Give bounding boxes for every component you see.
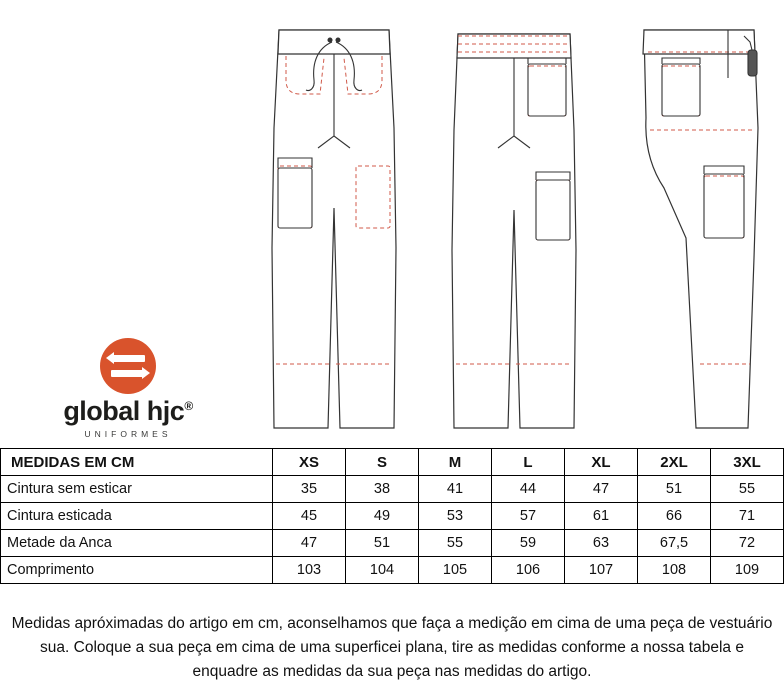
pants-illustrations bbox=[244, 8, 784, 444]
cell-r2-c6: 72 bbox=[711, 530, 784, 557]
cell-r1-c4: 61 bbox=[565, 503, 638, 530]
cell-r3-c6: 109 bbox=[711, 557, 784, 584]
size-header-s: S bbox=[346, 449, 419, 476]
table-row bbox=[1, 530, 784, 557]
pants-side-view bbox=[424, 8, 604, 444]
cell-r1-c1: 49 bbox=[346, 503, 419, 530]
cell-r3-c2: 105 bbox=[419, 557, 492, 584]
cell-r1-c0: 45 bbox=[273, 503, 346, 530]
size-chart-table bbox=[0, 448, 784, 584]
brand-logo bbox=[28, 338, 228, 442]
table-row bbox=[1, 476, 784, 503]
cell-r0-c6: 55 bbox=[711, 476, 784, 503]
cell-r2-c2: 55 bbox=[419, 530, 492, 557]
row-label-comprimento: Comprimento bbox=[1, 557, 273, 584]
size-header-2xl: 2XL bbox=[638, 449, 711, 476]
cell-r3-c4: 107 bbox=[565, 557, 638, 584]
size-header-xs: XS bbox=[273, 449, 346, 476]
pants-front-svg bbox=[244, 8, 424, 444]
cell-r0-c3: 44 bbox=[492, 476, 565, 503]
cell-r3-c3: 106 bbox=[492, 557, 565, 584]
cell-r1-c3: 57 bbox=[492, 503, 565, 530]
cell-r0-c1: 38 bbox=[346, 476, 419, 503]
size-header-3xl: 3XL bbox=[711, 449, 784, 476]
cell-r1-c5: 66 bbox=[638, 503, 711, 530]
pants-side-svg bbox=[424, 8, 604, 444]
cell-r3-c1: 104 bbox=[346, 557, 419, 584]
size-header-m: M bbox=[419, 449, 492, 476]
table-header-row bbox=[1, 449, 784, 476]
size-header-xl: XL bbox=[565, 449, 638, 476]
cell-r1-c6: 71 bbox=[711, 503, 784, 530]
cell-r2-c1: 51 bbox=[346, 530, 419, 557]
pants-back-view bbox=[604, 8, 784, 444]
table-label-header: MEDIDAS EM CM bbox=[1, 449, 273, 476]
cell-r1-c2: 53 bbox=[419, 503, 492, 530]
pants-front-view bbox=[244, 8, 424, 444]
measurement-note: Medidas apróximadas do artigo em cm, aconselhamos que faça a medição em cima de uma peça de vestuário sua. Coloque a sua peça em cima de uma superficei plana, tire as medidas conforme a nossa tabela e enquadre as medidas da sua peça nas medidas do artigo. bbox=[11, 615, 773, 681]
cell-r2-c0: 47 bbox=[273, 530, 346, 557]
registered-mark: ® bbox=[184, 399, 193, 413]
cell-r0-c4: 47 bbox=[565, 476, 638, 503]
row-label-cintura-esticada: Cintura esticada bbox=[1, 503, 273, 530]
table-row bbox=[1, 503, 784, 530]
cell-r0-c2: 41 bbox=[419, 476, 492, 503]
table-row bbox=[1, 557, 784, 584]
arrow-right-icon bbox=[142, 367, 150, 379]
cell-r0-c5: 51 bbox=[638, 476, 711, 503]
brand-tagline: UNIFORMES bbox=[84, 429, 172, 439]
cell-r2-c3: 59 bbox=[492, 530, 565, 557]
row-label-cintura-sem-esticar: Cintura sem esticar bbox=[1, 476, 273, 503]
logo-mark-icon bbox=[100, 338, 156, 394]
arrow-left-icon bbox=[106, 352, 114, 364]
cell-r3-c0: 103 bbox=[273, 557, 346, 584]
cell-r2-c4: 63 bbox=[565, 530, 638, 557]
cell-r0-c0: 35 bbox=[273, 476, 346, 503]
size-header-l: L bbox=[492, 449, 565, 476]
row-label-metade-da-anca: Metade da Anca bbox=[1, 530, 273, 557]
cell-r3-c5: 108 bbox=[638, 557, 711, 584]
pants-back-svg bbox=[604, 8, 784, 444]
brand-name bbox=[28, 398, 228, 425]
brand-name-text: global hjc bbox=[63, 396, 185, 426]
cell-r2-c5: 67,5 bbox=[638, 530, 711, 557]
